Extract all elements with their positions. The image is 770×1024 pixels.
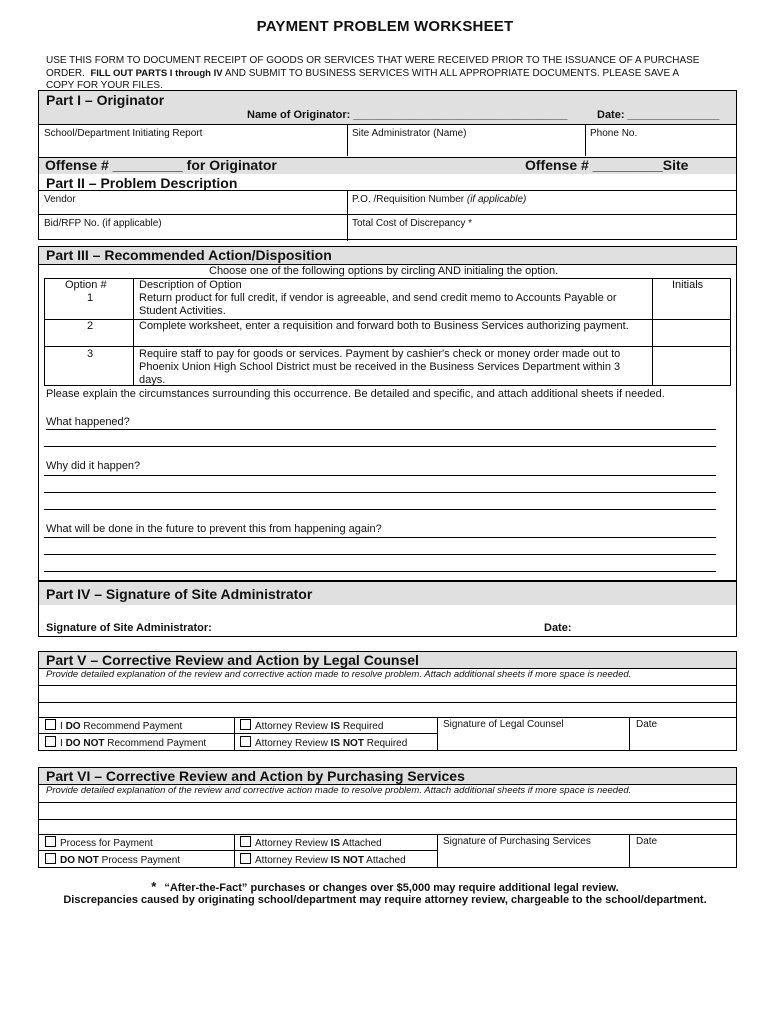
divider — [39, 717, 736, 718]
divider — [629, 717, 630, 750]
question-why-happened: Why did it happen? — [46, 460, 141, 472]
site-admin-date-field[interactable]: Date: — [544, 622, 572, 634]
offense-site-field[interactable]: Offense # _________Site — [525, 157, 689, 173]
po-note: (if applicable) — [466, 194, 527, 205]
cb-bold: DO — [65, 721, 81, 732]
option-1-number: 1 — [87, 292, 94, 304]
intro-text — [46, 55, 726, 93]
do-recommend-payment-checkbox[interactable] — [45, 719, 182, 732]
do-not-process-payment-checkbox[interactable] — [45, 853, 180, 866]
cb-text: Attached — [363, 855, 406, 866]
divider — [39, 733, 234, 734]
option-1-line-1: Return product for full credit, if vendor is agreeable, and send credit memo to Accounts Payable or — [139, 292, 617, 304]
cb-bold: IS — [330, 838, 341, 849]
cb-text: Attorney Review — [255, 721, 331, 732]
legal-counsel-signature-field[interactable]: Signature of Legal Counsel — [443, 719, 564, 730]
divider — [629, 834, 630, 867]
answer-line[interactable] — [44, 446, 716, 447]
school-department-field[interactable]: School/Department Initiating Report — [44, 128, 203, 139]
footer-note-1 — [0, 879, 770, 894]
do-not-recommend-payment-checkbox[interactable] — [45, 736, 206, 749]
divider — [585, 124, 586, 156]
divider — [234, 733, 437, 734]
cb-text: Attorney Review — [255, 855, 331, 866]
attorney-review-required-checkbox[interactable] — [240, 719, 383, 732]
originator-name-field[interactable]: Name of Originator: ___________________________________ — [247, 109, 568, 121]
divider — [45, 346, 730, 347]
offense-originator-field[interactable]: Offense # _________ for Originator — [45, 157, 277, 173]
part5-section — [38, 651, 737, 751]
checkbox-icon — [45, 853, 56, 864]
option-2-initials[interactable] — [653, 320, 730, 346]
cb-text: Required — [363, 738, 408, 749]
part6-instructions: Provide detailed explanation of the review and corrective action made to resolve problem. Attach additional sheets if more space is needed. — [46, 785, 632, 796]
total-cost-field[interactable]: Total Cost of Discrepancy * — [352, 218, 473, 229]
intro-line-2-pre: ORDER. — [46, 67, 85, 79]
option-2-text[interactable]: Complete worksheet, enter a requisition and forward both to Business Services authorizing payment. — [139, 320, 629, 332]
cb-bold: IS NOT — [330, 855, 364, 866]
legal-explanation-field[interactable] — [39, 703, 736, 717]
answer-line[interactable] — [44, 509, 716, 510]
checkbox-icon — [240, 719, 251, 730]
checkbox-icon — [240, 853, 251, 864]
legal-explanation-field[interactable] — [39, 686, 736, 702]
checkbox-icon — [45, 736, 56, 747]
cb-text: I — [60, 738, 66, 749]
intro-line-2 — [46, 68, 726, 81]
site-admin-signature-field[interactable]: Signature of Site Administrator: — [46, 622, 212, 634]
part3-section — [38, 246, 737, 581]
checkbox-icon — [240, 736, 251, 747]
purchasing-explanation-field[interactable] — [39, 820, 736, 834]
option-3-line-1: Require staff to pay for goods or services. Payment by cashier's check or money order made out to — [139, 348, 621, 360]
checkbox-icon — [45, 719, 56, 730]
answer-line[interactable] — [44, 571, 716, 572]
intro-line-1: USE THIS FORM TO DOCUMENT RECEIPT OF GOODS OR SERVICES THAT WERE RECEIVED PRIOR TO THE ISSUANCE OF A PURCHASE — [46, 55, 700, 66]
intro-line-3: COPY FOR YOUR FILES. — [46, 80, 163, 91]
footer-note-2: Discrepancies caused by originating school/department may require attorney review, chargeable to the school/department. — [63, 894, 707, 906]
cb-text: Process for Payment — [60, 838, 153, 849]
po-label: P.O. /Requisition Number — [352, 194, 465, 205]
answer-line[interactable] — [44, 475, 716, 476]
divider — [437, 717, 438, 750]
divider — [234, 850, 437, 851]
footer-line-1: “After-the-Fact” purchases or changes over $5,000 may require additional legal review. — [164, 882, 619, 894]
po-requisition-field[interactable] — [352, 194, 526, 205]
part3-instructions: Choose one of the following options by circling AND initialing the option. — [209, 265, 559, 277]
checkbox-icon — [45, 836, 56, 847]
part2-header: Part II – Problem Description — [46, 175, 238, 191]
attorney-review-attached-checkbox[interactable] — [240, 836, 382, 849]
divider — [347, 191, 348, 241]
part4-section — [38, 581, 737, 637]
bid-rfp-field[interactable]: Bid/RFP No. (if applicable) — [44, 218, 162, 229]
divider — [437, 834, 438, 867]
phone-field[interactable]: Phone No. — [590, 128, 638, 139]
site-administrator-field[interactable]: Site Administrator (Name) — [352, 128, 467, 139]
part6-header: Part VI – Corrective Review and Action by Purchasing Services — [46, 768, 465, 784]
option-2-number: 2 — [87, 320, 94, 332]
purchasing-signature-field[interactable]: Signature of Purchasing Services — [443, 836, 591, 847]
cb-text: Recommend Payment — [80, 721, 183, 732]
divider — [133, 279, 134, 385]
answer-line[interactable] — [44, 492, 716, 493]
footer-asterisk: * — [151, 879, 157, 894]
legal-counsel-date-field[interactable]: Date — [636, 719, 658, 730]
intro-line-2-post: AND SUBMIT TO BUSINESS SERVICES WITH ALL APPROPRIATE DOCUMENTS. PLEASE SAVE A — [224, 67, 680, 79]
option-3-initials[interactable] — [653, 347, 730, 385]
answer-line[interactable] — [44, 537, 716, 538]
part6-section — [38, 767, 737, 868]
cb-text: Attorney Review — [255, 738, 331, 749]
attorney-review-not-attached-checkbox[interactable] — [240, 853, 406, 866]
vendor-field[interactable]: Vendor — [44, 194, 76, 205]
part4-header: Part IV – Signature of Site Administrator — [46, 586, 313, 602]
cb-text: Process Payment — [98, 855, 181, 866]
column-description: Description of Option — [139, 279, 242, 291]
originator-date-field[interactable]: Date: _______________ — [597, 109, 720, 121]
option-3-line-2: Phoenix Union High School District must be received in the Business Services Department within 3 — [139, 361, 621, 373]
option-1-line-2: Student Activities. — [139, 305, 226, 317]
option-3-number: 3 — [87, 348, 94, 360]
purchasing-date-field[interactable]: Date — [636, 836, 658, 847]
cb-text: Attached — [340, 838, 382, 849]
option-1-text[interactable] — [139, 292, 617, 318]
intro-line-2-bold: FILL OUT PARTS I through IV — [90, 67, 223, 79]
purchasing-explanation-field[interactable] — [39, 803, 736, 819]
cb-bold: DO NOT — [60, 855, 99, 866]
options-table — [44, 278, 731, 386]
option-1-initials[interactable] — [653, 292, 730, 319]
option-3-line-3: days. — [139, 374, 166, 386]
divider — [39, 850, 234, 851]
cb-text: I — [60, 721, 66, 732]
part3-header: Part III – Recommended Action/Disposition — [46, 247, 332, 263]
divider — [347, 124, 348, 156]
cb-text: Attorney Review — [255, 838, 331, 849]
cb-bold: IS NOT — [330, 738, 364, 749]
cb-text: Required — [340, 721, 384, 732]
divider — [39, 214, 736, 215]
explain-instructions: Please explain the circumstances surrounding this occurrence. Be detailed and specific, and attach additional sheets if needed. — [46, 388, 665, 400]
part5-header: Part V – Corrective Review and Action by Legal Counsel — [46, 652, 419, 668]
cb-bold: DO NOT — [65, 738, 105, 749]
option-3-text[interactable] — [139, 348, 620, 387]
attorney-review-not-required-checkbox[interactable] — [240, 736, 407, 749]
page-title: PAYMENT PROBLEM WORKSHEET — [256, 18, 514, 35]
question-prevention: What will be done in the future to prevent this from happening again? — [46, 523, 382, 535]
cb-text: Recommend Payment — [104, 738, 207, 749]
process-payment-checkbox[interactable] — [45, 836, 153, 849]
part5-instructions: Provide detailed explanation of the review and corrective action made to resolve problem. Attach additional sheets if more space is needed. — [46, 669, 632, 680]
checkbox-icon — [240, 836, 251, 847]
column-initials: Initials — [672, 279, 704, 291]
answer-line[interactable] — [44, 554, 716, 555]
answer-line[interactable] — [46, 429, 716, 430]
question-what-happened: What happened? — [46, 416, 130, 428]
part2-section — [38, 190, 737, 240]
cb-bold: IS — [330, 721, 341, 732]
column-option-number: Option # — [65, 279, 107, 291]
part1-section — [38, 90, 737, 191]
divider — [39, 834, 736, 835]
part1-header: Part I – Originator — [46, 92, 165, 108]
